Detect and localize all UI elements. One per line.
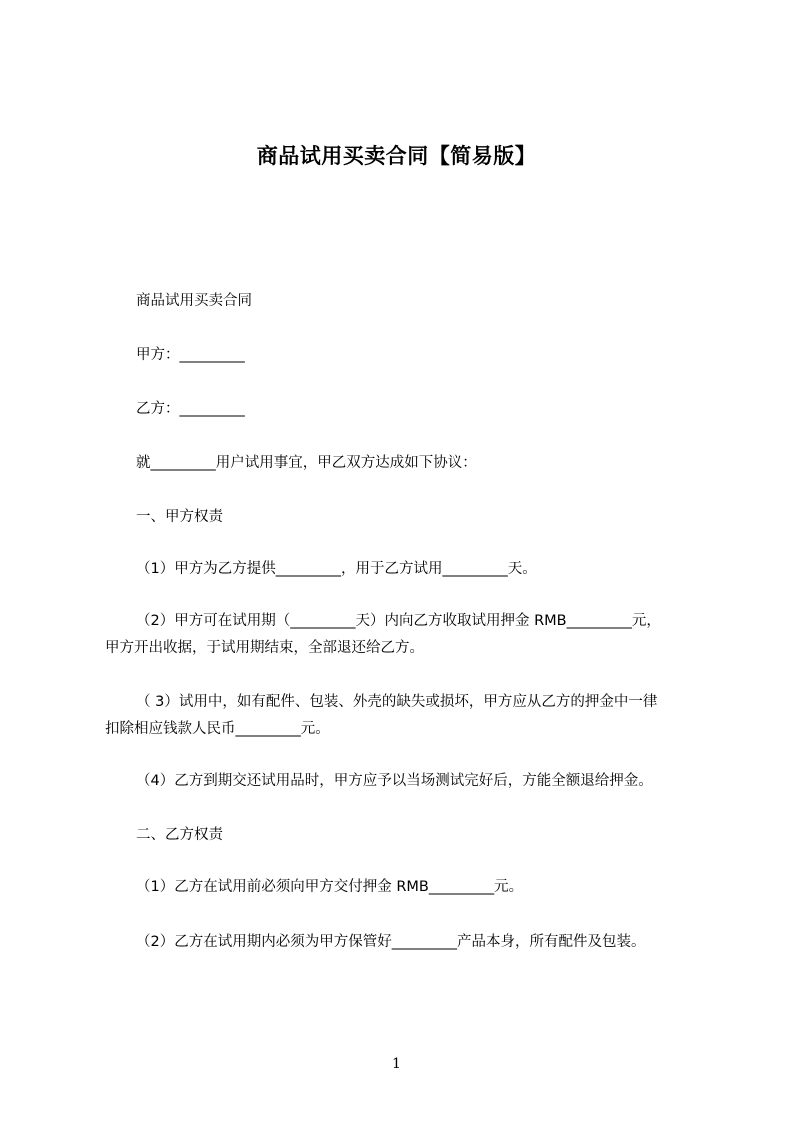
clause-b2: （2）乙方在试用期内必须为甲方保管好_________产品本身，所有配件及包装。 <box>136 934 646 950</box>
clause-a2-line2: 甲方开出收据，于试用期结束，全部退还给乙方。 <box>105 640 424 656</box>
clause-a4: （4）乙方到期交还试用品时，甲方应予以当场测试完好后，方能全额退给押金。 <box>136 773 653 789</box>
party-b-line: 乙方：_________ <box>136 401 245 417</box>
document-title: 商品试用买卖合同【简易版】 <box>256 144 537 168</box>
clause-a2-line1: （2）甲方可在试用期（_________天）内向乙方收取试用押金 RMB_________元， <box>136 613 661 629</box>
contract-heading: 商品试用买卖合同 <box>136 293 252 309</box>
section-heading-party-b: 二、乙方权责 <box>136 827 223 843</box>
clause-b1: （1）乙方在试用前必须向甲方交付押金 RMB_________元。 <box>136 879 524 895</box>
party-a-line: 甲方：_________ <box>136 347 245 363</box>
clause-a1: （1）甲方为乙方提供_________，用于乙方试用_________天。 <box>136 561 537 577</box>
page-number: 1 <box>392 1056 401 1072</box>
intro-paragraph: 就_________用户试用事宜，甲乙双方达成如下协议： <box>136 455 477 471</box>
clause-a3-line1: （ 3）试用中，如有配件、包装、外壳的缺失或损坏，甲方应从乙方的押金中一律 <box>136 694 658 710</box>
section-heading-party-a: 一、甲方权责 <box>136 509 223 525</box>
clause-a3-line2: 扣除相应钱款人民币_________元。 <box>105 721 330 737</box>
